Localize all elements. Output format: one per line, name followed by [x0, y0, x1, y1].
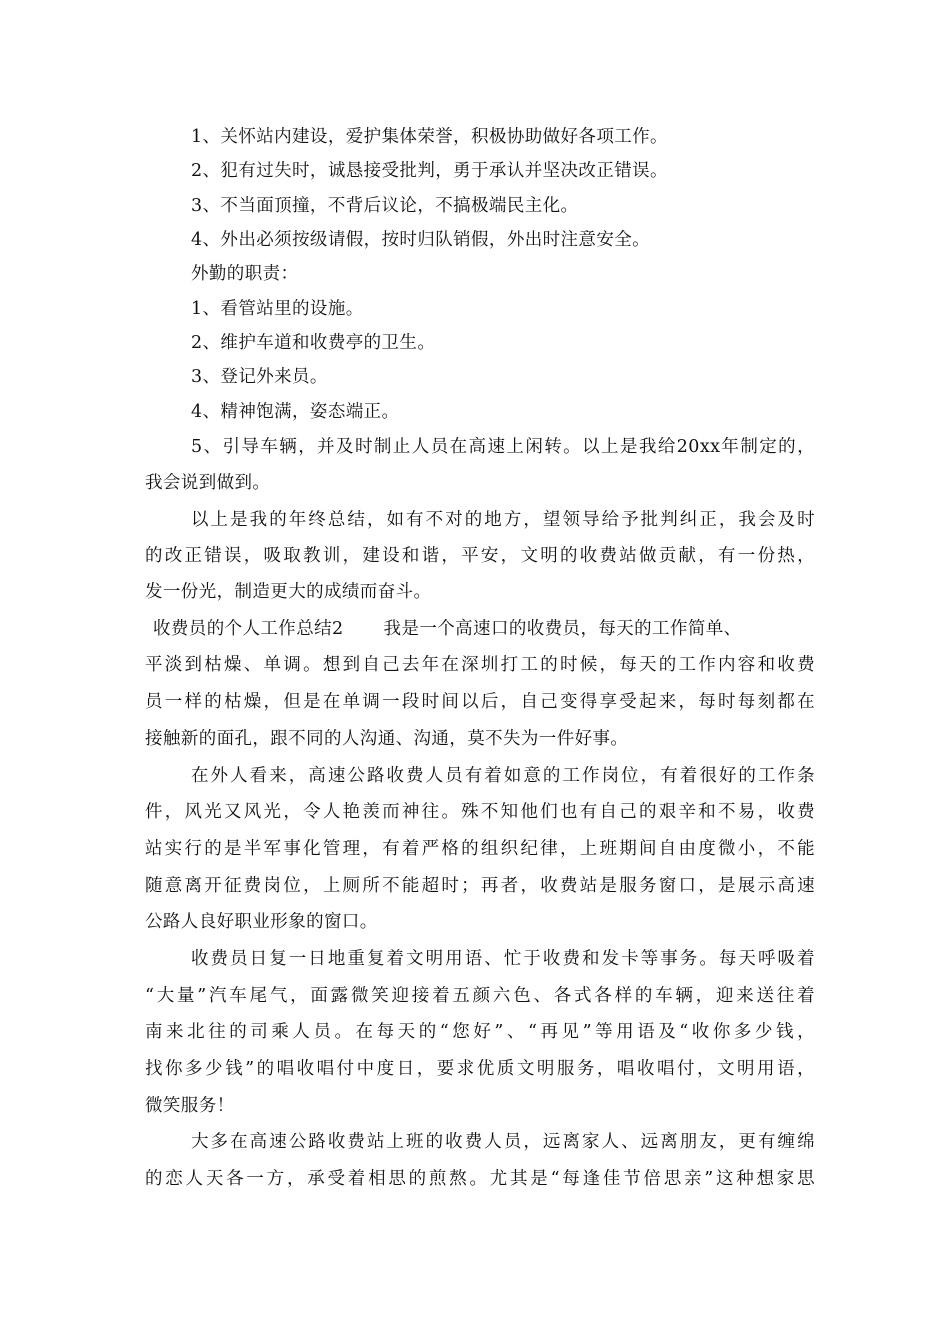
text-line: 站实行的是半军事化管理，有着严格的组织纪律，上班期间自由度微小，不能: [145, 839, 815, 859]
text-line: 1、看管站里的设施。: [191, 299, 364, 319]
text-line: 找你多少钱”的唱收唱付中度日，要求优质文明服务，唱收唱付，文明用语，: [145, 1059, 815, 1079]
section-title: 收费员的个人工作总结2: [153, 619, 344, 639]
text-line: 2、维护车道和收费亭的卫生。: [191, 333, 436, 353]
text-line: 以上是我的年终总结，如有不对的地方，望领导给予批判纠正，我会及时: [191, 510, 815, 530]
text-line: 随意离开征费岗位，上厕所不能超时；再者，收费站是服务窗口，是展示高速: [145, 876, 815, 896]
text-line: 4、精神饱满，姿态端正。: [191, 402, 400, 422]
text-line: 2、犯有过失时，诚恳接受批判，勇于承认并坚决改正错误。: [191, 161, 668, 181]
text-line: 在外人看来，高速公路收费人员有着如意的工作岗位，有着很好的工作条: [191, 766, 815, 786]
text-line: 3、登记外来员。: [191, 367, 328, 387]
text-line: 收费员日复一日地重复着文明用语、忙于收费和发卡等事务。每天呼吸着: [191, 949, 815, 969]
text-line: 公路人良好职业形象的窗口。: [145, 912, 378, 932]
text-line: “大量”汽车尾气，面露微笑迎接着五颜六色、各式各样的车辆，迎来送往着: [145, 986, 815, 1006]
text-line: 的恋人天各一方，承受着相思的煎熬。尤其是“每逢佳节倍思亲”这种想家思: [145, 1169, 815, 1189]
text-line: 4、外出必须按级请假，按时归队销假，外出时注意安全。: [191, 230, 651, 250]
text-line: 发一份光，制造更大的成绩而奋斗。: [145, 582, 432, 602]
text-line: 1、关怀站内建设，爱护集体荣誉，积极协助做好各项工作。: [191, 127, 668, 147]
text-line: 大多在高速公路收费站上班的收费人员，远离家人、远离朋友，更有缠绵: [191, 1132, 815, 1152]
title-line: [153, 614, 815, 644]
text-line: 微笑服务！: [145, 1096, 235, 1116]
text-line: 5、引导车辆，并及时制止人员在高速上闲转。以上是我给20xx年制定的，: [191, 437, 815, 457]
text-line: 3、不当面顶撞，不背后议论，不搞极端民主化。: [191, 196, 579, 216]
text-line: 南来北往的司乘人员。在每天的“您好”、“再见”等用语及“收你多少钱，: [145, 1022, 815, 1042]
text-line: 我会说到做到。: [145, 473, 271, 493]
text-line: 的改正错误，吸取教训，建设和谐，平安，文明的收费站做贡献，有一份热，: [145, 546, 815, 566]
text-line: 接触新的面孔，跟不同的人沟通、沟通，莫不失为一件好事。: [145, 729, 629, 749]
text-line: 平淡到枯燥、单调。想到自己去年在深圳打工的时候，每天的工作内容和收费: [145, 655, 815, 675]
section-heading: 外勤的职责：: [191, 264, 299, 284]
text-line: 件，风光又风光，令人艳羡而神往。殊不知他们也有自己的艰辛和不易，收费: [145, 802, 815, 822]
text-fragment: 我是一个高速口的收费员，每天的工作简单、: [383, 619, 742, 639]
text-line: 员一样的枯燥，但是在单调一段时间以后，自己变得享受起来，每时每刻都在: [145, 692, 815, 712]
